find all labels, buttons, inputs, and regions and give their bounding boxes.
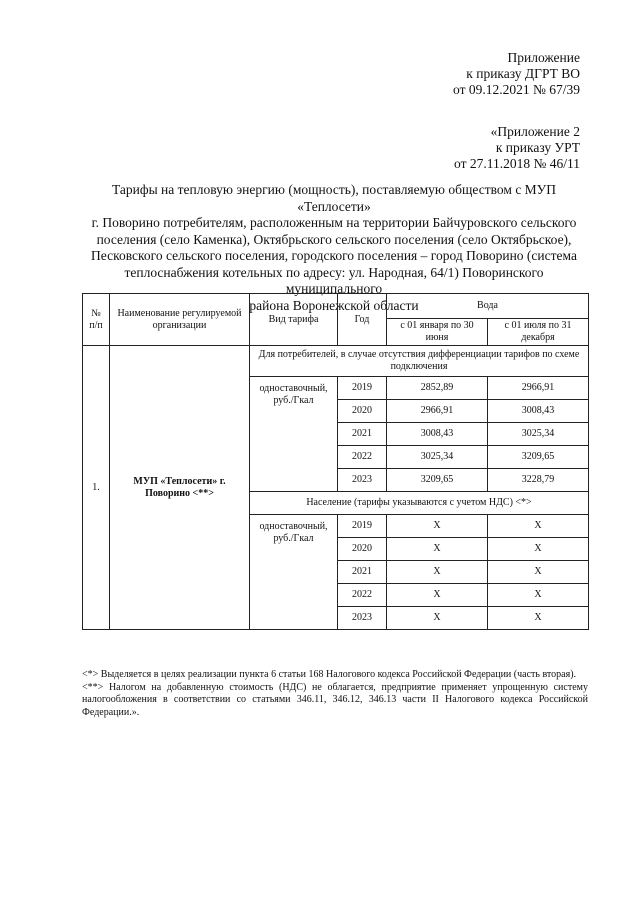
title-line: Песковского сельского поселения, городского поселения – город Поворино (система: [91, 248, 577, 263]
appendix-line: к приказу УРТ: [495, 140, 580, 155]
year-cell: 2022: [338, 584, 387, 607]
header-org: Наименование регулируемой организации: [110, 294, 250, 346]
value-cell: 3008,43: [387, 423, 488, 446]
value-cell: Х: [387, 538, 488, 561]
year-cell: 2019: [338, 377, 387, 400]
section-title: Население (тарифы указываются с учетом НДС) <*>: [250, 492, 589, 515]
title-line: Тарифы на тепловую энергию (мощность), поставляемую обществом с МУП «Теплосети»: [111, 182, 556, 214]
year-cell: 2019: [338, 515, 387, 538]
appendix-line: «Приложение 2: [490, 124, 580, 139]
year-cell: 2021: [338, 561, 387, 584]
value-cell: 3209,65: [387, 469, 488, 492]
tariff-table: [82, 293, 589, 630]
value-cell: Х: [387, 584, 488, 607]
year-cell: 2023: [338, 607, 387, 630]
header-year: Год: [338, 294, 387, 346]
tariff-type: одноставочный, руб./Гкал: [250, 377, 338, 492]
value-cell: 3025,34: [488, 423, 589, 446]
appendix-line: от 27.11.2018 № 46/11: [454, 156, 580, 171]
value-cell: 3025,34: [387, 446, 488, 469]
header-tariff-type: Вид тарифа: [250, 294, 338, 346]
appendix-line: к приказу ДГРТ ВО: [466, 66, 580, 81]
title-line: поселения (село Каменка), Октябрьского сельского поселения (село Октябрьское),: [96, 231, 572, 247]
title-line: г. Поворино потребителям, расположенным на территории Байчуровского сельского: [91, 215, 577, 230]
year-cell: 2020: [338, 538, 387, 561]
appendix-line: Приложение: [507, 50, 580, 65]
header-water: Вода: [387, 294, 589, 319]
row-number: 1.: [83, 346, 110, 630]
footnotes: [82, 669, 588, 719]
value-cell: 2852,89: [387, 377, 488, 400]
value-cell: 2966,91: [488, 377, 589, 400]
value-cell: Х: [488, 561, 589, 584]
value-cell: 2966,91: [387, 400, 488, 423]
value-cell: 3209,65: [488, 446, 589, 469]
appendix-line: от 09.12.2021 № 67/39: [453, 82, 580, 97]
value-cell: 3228,79: [488, 469, 589, 492]
tariff-type: одноставочный, руб./Гкал: [250, 515, 338, 630]
value-cell: Х: [387, 515, 488, 538]
year-cell: 2021: [338, 423, 387, 446]
header-period-2: с 01 июля по 31 декабря: [488, 319, 589, 346]
value-cell: 3008,43: [488, 400, 589, 423]
footnote: <*> Выделяется в целях реализации пункта 6 статьи 168 Налогового кодекса Российской Федерации (часть вторая).: [82, 669, 577, 680]
value-cell: Х: [488, 584, 589, 607]
original-appendix-header: [454, 124, 580, 172]
appendix-header: [453, 50, 580, 98]
section-title: Для потребителей, в случае отсутствия дифференциации тарифов по схеме подключения: [250, 346, 589, 377]
value-cell: Х: [488, 607, 589, 630]
value-cell: Х: [387, 561, 488, 584]
header-period-1: с 01 января по 30 июня: [387, 319, 488, 346]
year-cell: 2022: [338, 446, 387, 469]
header-num: № п/п: [83, 294, 110, 346]
title-line: теплоснабжения котельных по адресу: ул. Народная, 64/1) Поворинского муниципального: [124, 264, 544, 296]
value-cell: Х: [387, 607, 488, 630]
year-cell: 2023: [338, 469, 387, 492]
year-cell: 2020: [338, 400, 387, 423]
organization-name: МУП «Теплосети» г. Поворино <**>: [110, 346, 250, 630]
footnote: <**> Налогом на добавленную стоимость (НДС) не облагается, предприятие применяет упрощенную систему налогообложения в соответствии со статьями 346.11, 346.12, 346.13 части II Налогового кодекса Российской Федерации.».: [82, 681, 588, 718]
title-line: района Воронежской области: [249, 297, 419, 313]
value-cell: Х: [488, 515, 589, 538]
value-cell: Х: [488, 538, 589, 561]
